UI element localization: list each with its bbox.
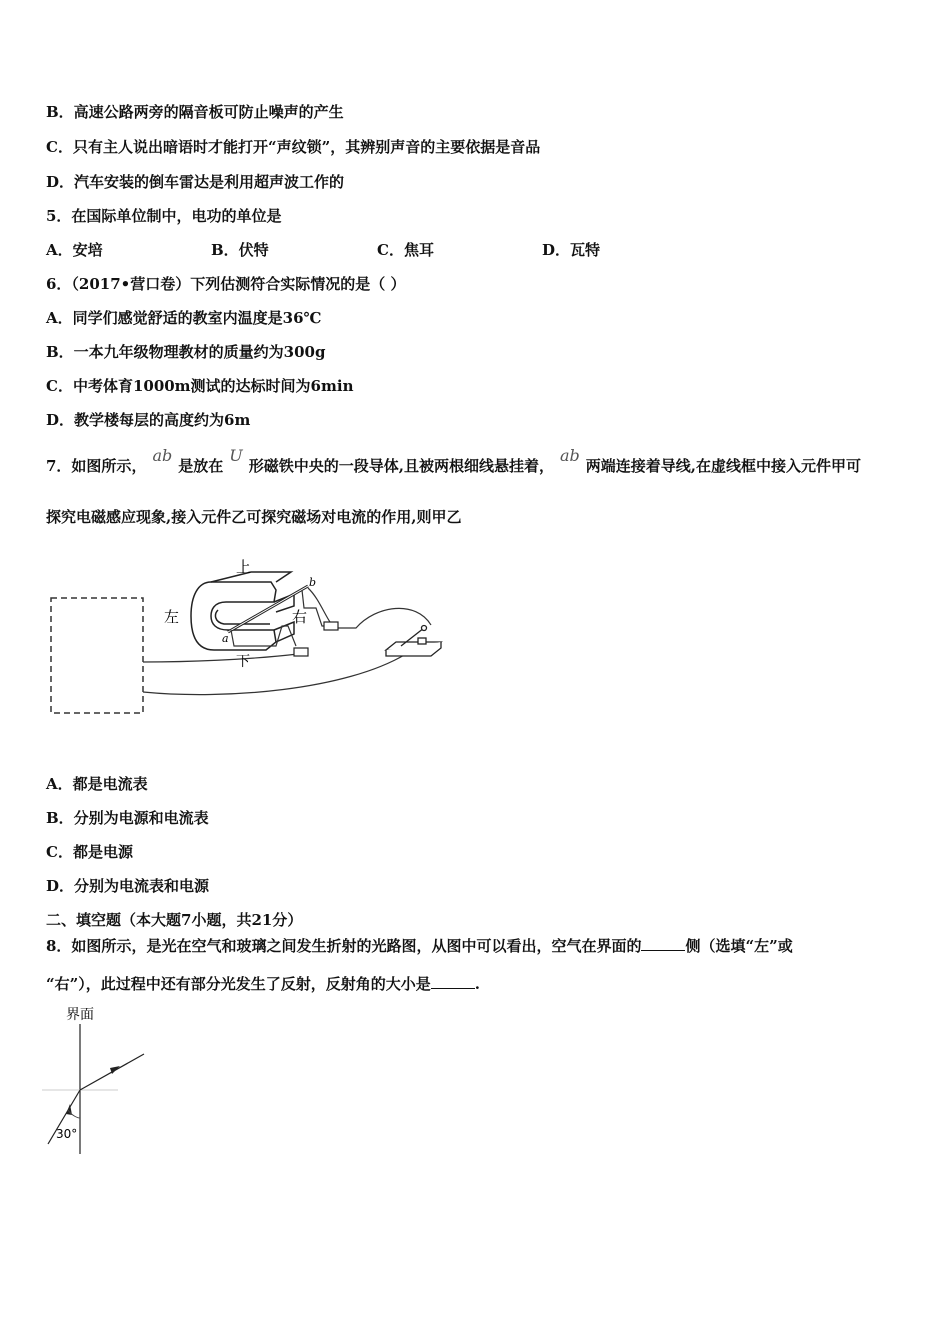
q7-option-b: B．分别为电源和电流表 — [46, 809, 209, 827]
wire-bottom — [143, 654, 406, 695]
q7-stem-line1 — [46, 446, 861, 476]
dashed-component-box — [51, 598, 143, 713]
label-right: 右 — [292, 608, 308, 626]
q7-figure — [46, 550, 446, 720]
q7-var-ab: ab — [152, 446, 173, 465]
q5-option-c: C．焦耳 — [377, 241, 434, 259]
label-up: 上 — [236, 558, 252, 576]
q8-line2-a: “右”），此过程中还有部分光发生了反射，反射角的大小是 — [46, 975, 431, 993]
q8-figure — [40, 1002, 160, 1162]
label-interface: 界面 — [66, 1007, 94, 1023]
q7-stem-part4: 两端连接着导线,在虚线框中接入元件甲可 — [585, 457, 861, 475]
q5-option-a: A．安培 — [46, 241, 103, 259]
q6-option-b: B．一本九年级物理教材的质量约为300g — [46, 343, 326, 361]
section-2-title: 二、填空题（本大题7小题，共21分） — [46, 911, 303, 929]
q5-option-b: B．伏特 — [211, 241, 269, 259]
q7-option-a: A．都是电流表 — [46, 775, 148, 793]
q8-blank-2[interactable] — [431, 974, 475, 989]
label-angle: 30° — [56, 1127, 78, 1141]
label-down: 下 — [236, 654, 250, 670]
q8-blank-1[interactable] — [641, 936, 685, 951]
q7-var-ab-2: ab — [559, 446, 580, 465]
label-a: a — [222, 632, 229, 645]
q5-stem: 5．在国际单位制中，电功的单位是 — [46, 207, 282, 225]
q6-stem: 6．（2017•营口卷）下列估测符合实际情况的是（ ） — [46, 275, 406, 293]
q7-stem-line2: 探究电磁感应现象,接入元件乙可探究磁场对电流的作用,则甲乙 — [46, 508, 462, 526]
wire-upper-loop — [143, 654, 298, 662]
label-left: 左 — [164, 608, 180, 626]
q7-stem-part3: 形磁铁中央的一段导体,且被两根细线悬挂着， — [248, 457, 554, 475]
q8-stem-line1 — [46, 936, 793, 956]
q5-option-d: D．瓦特 — [542, 241, 601, 259]
q7-stem-part2: 是放在 — [178, 457, 224, 475]
q7-option-c: C．都是电源 — [46, 843, 133, 861]
q8-line1-a: 8．如图所示，是光在空气和玻璃之间发生折射的光路图，从图中可以看出，空气在界面的 — [46, 937, 642, 955]
q7-var-u: U — [229, 446, 243, 465]
q7-stem-part1: 7．如图所示， — [46, 457, 147, 475]
q6-option-c: C．中考体育1000m测试的达标时间为6min — [46, 377, 354, 395]
label-b: b — [309, 576, 317, 589]
q4-option-d: D．汽车安装的倒车雷达是利用超声波工作的 — [46, 173, 345, 191]
q8-stem-line2 — [46, 974, 480, 994]
q4-option-c: C．只有主人说出暗语时才能打开“声纹锁”，其辨别声音的主要依据是音品 — [46, 138, 541, 156]
q8-line2-b: . — [474, 975, 480, 993]
q4-option-b: B．高速公路两旁的隔音板可防止噪声的产生 — [46, 103, 344, 121]
q7-option-d: D．分别为电流表和电源 — [46, 877, 210, 895]
q8-line1-b: 侧（选填“左”或 — [685, 937, 793, 955]
q6-option-a: A．同学们感觉舒适的教室内温度是36℃ — [46, 309, 322, 327]
switch-icon — [386, 626, 441, 657]
q6-option-d: D．教学楼每层的高度约为6m — [46, 411, 251, 429]
